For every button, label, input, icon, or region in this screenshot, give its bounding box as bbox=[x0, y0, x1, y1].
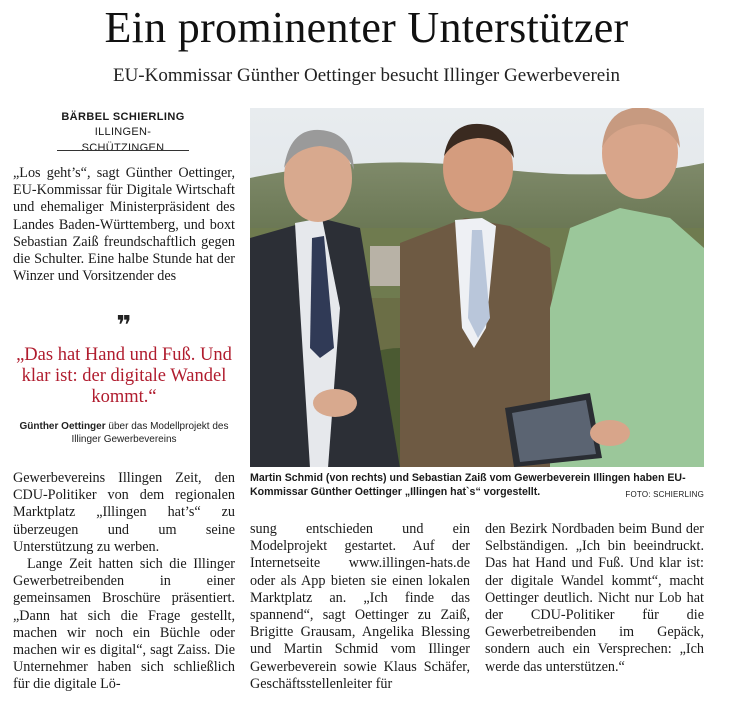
body-column-3 bbox=[485, 521, 704, 676]
pull-quote: „Das hat Hand und Fuß. Und klar ist: der digitale Wandel kommt.“ bbox=[16, 345, 232, 407]
body-column-2 bbox=[250, 521, 470, 693]
body-paragraph: Lange Zeit hatten sich die Illinger Gewerbetreibenden in einer gemeinsamen Broschüre präsentiert. „Dann hat sich die Frage gestellt, machen wir noch ein Büchle oder machen wir es digital“, sagt Zaiss. Die Unternehmer haben sich schließlich für die digitale Lö- bbox=[13, 556, 235, 693]
caption-text: Martin Schmid (von rechts) und Sebastian Zaiß vom Gewerbeverein Illingen haben EU-Kommissar Günther Oettinger „Illingen hat`s“ vorgestellt. bbox=[250, 472, 686, 498]
body-paragraph: Gewerbevereins Illingen Zeit, den CDU-Politiker von dem regionalen Marktplatz „Illingen hat’s“ zu überzeugen und um seine Unterstützung zu werben. bbox=[13, 470, 235, 555]
quote-mark-icon: ❞ bbox=[116, 310, 132, 340]
photo-credit: FOTO: SCHIERLING bbox=[625, 490, 704, 499]
headline: Ein prominenter Unterstützer bbox=[104, 3, 629, 52]
body-paragraph: sung entschieden und ein Modelprojekt gestartet. Auf der Internetseite www.illingen-hats.de oder als App bieten sie einen lokalen Marktplatz an. „Ich finde das spannend“, sagt Oettinger zu Zaiß, Brigitte Grausam, Angelika Blessing und Martin Schmid vom Illinger Gewerbeverein sowie Klaus Schäfer, Geschäftsstellenleiter für bbox=[250, 521, 470, 692]
body-paragraph: den Bezirk Nordbaden beim Bund der Selbständigen. „Ich bin beeindruckt. Das hat Hand und Fuß. Und klar ist: der digitale Wandel kommt“, macht Oettinger deutlich. Nicht nur Lob hat der CDU-Politiker für die Gewerbetreibenden im Gepäck, sondern auch ein Versprechen: „Ich werde das unterstützen.“ bbox=[485, 521, 704, 675]
author-name: BÄRBEL SCHIERLING bbox=[61, 111, 185, 123]
intro-text: „Los geht’s“, sagt Günther Oettinger, EU-Kommissar für Digitale Wirtschaft und ehemaliger Ministerpräsident des Landes Baden-Württemberg, und boxt Sebastian Zaiß freundschaftlich gegen die Schulter. Eine halbe Stunde hat der Winzer und Vorsitzender des bbox=[13, 165, 235, 285]
subheadline: EU-Kommissar Günther Oettinger besucht Illinger Gewerbeverein bbox=[112, 65, 621, 86]
quote-attribution bbox=[13, 420, 235, 446]
article-photo bbox=[250, 108, 704, 467]
quote-speaker: Günther Oettinger bbox=[19, 421, 106, 432]
body-column-1 bbox=[13, 470, 235, 694]
photo-caption bbox=[250, 471, 704, 502]
byline-divider bbox=[57, 150, 189, 151]
quote-context: über das Modellprojekt des Illinger Gewerbevereins bbox=[71, 421, 229, 445]
author-location: ILLINGEN-SCHÜTZINGEN bbox=[81, 126, 165, 154]
intro-paragraph bbox=[13, 165, 235, 285]
